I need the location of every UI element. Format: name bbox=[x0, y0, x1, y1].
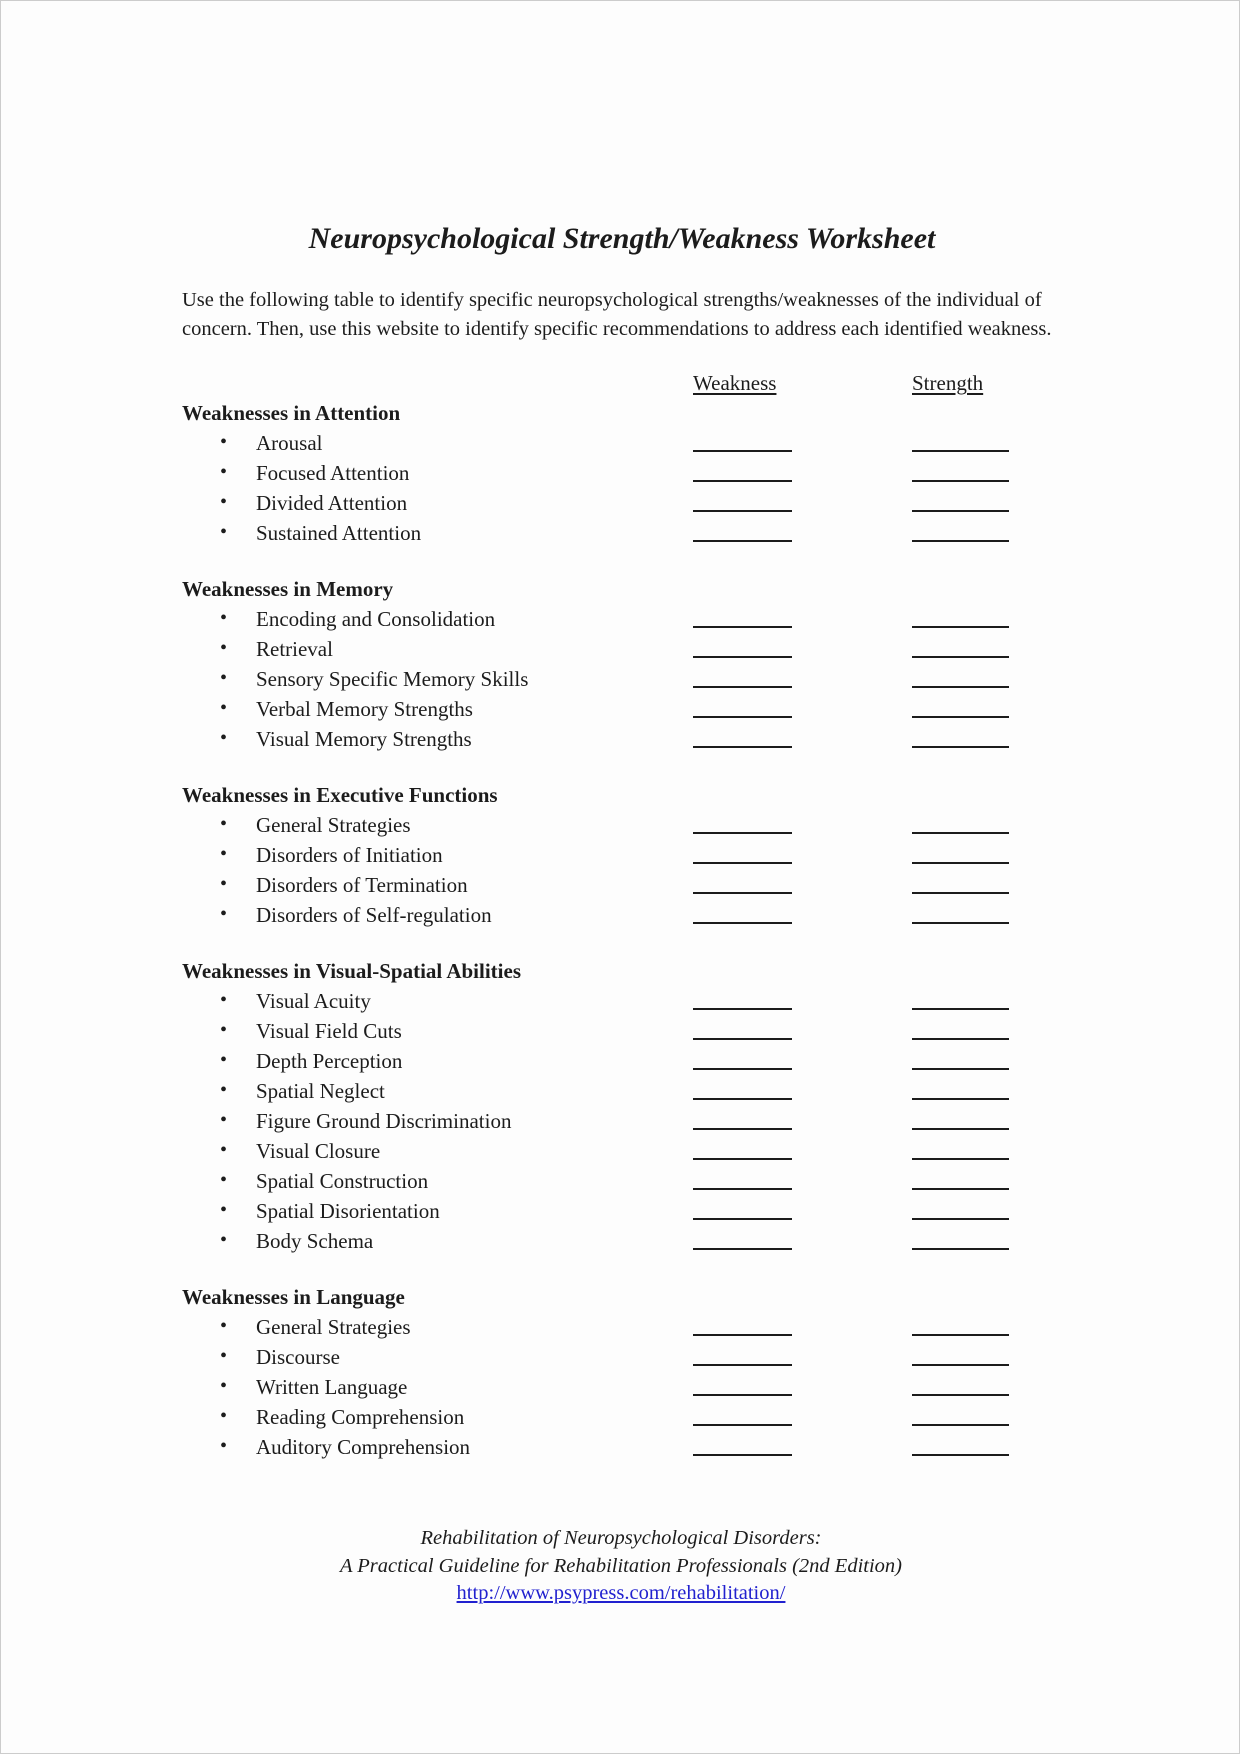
bullet-icon: • bbox=[220, 491, 228, 513]
footer-link-line bbox=[1, 1580, 1240, 1608]
weakness-blank-line bbox=[693, 1076, 792, 1100]
item-label: Encoding and Consolidation bbox=[256, 607, 496, 631]
weakness-blank-line bbox=[693, 1016, 792, 1040]
item-label: General Strategies bbox=[256, 813, 411, 837]
strength-blank-line bbox=[912, 694, 1009, 718]
item-label: Disorders of Termination bbox=[256, 873, 468, 897]
worksheet-row bbox=[182, 694, 1239, 724]
weakness-blank-line bbox=[693, 458, 792, 482]
worksheet-row bbox=[182, 1106, 1239, 1136]
item-label: Spatial Construction bbox=[256, 1169, 429, 1193]
worksheet-row bbox=[182, 724, 1239, 754]
item-label: Figure Ground Discrimination bbox=[256, 1109, 512, 1133]
document-content bbox=[1, 221, 1239, 1462]
item-label: Discourse bbox=[256, 1345, 340, 1369]
bullet-icon: • bbox=[220, 727, 228, 749]
worksheet-section bbox=[182, 398, 1239, 548]
bullet-icon: • bbox=[220, 1169, 228, 1191]
item-label: Arousal bbox=[256, 431, 323, 455]
item-label: Retrieval bbox=[256, 637, 333, 661]
weakness-blank-line bbox=[693, 694, 792, 718]
bullet-icon: • bbox=[220, 1019, 228, 1041]
weakness-blank-line bbox=[693, 1402, 792, 1426]
strength-blank-line bbox=[912, 1016, 1009, 1040]
bullet-icon: • bbox=[220, 873, 228, 895]
worksheet-row bbox=[182, 840, 1239, 870]
item-label: Reading Comprehension bbox=[256, 1405, 465, 1429]
strength-blank-line bbox=[912, 518, 1009, 542]
bullet-icon: • bbox=[220, 1315, 228, 1337]
worksheet-section bbox=[182, 574, 1239, 754]
worksheet-row bbox=[182, 428, 1239, 458]
column-header-strength: Strength bbox=[912, 371, 984, 395]
item-label: General Strategies bbox=[256, 1315, 411, 1339]
strength-blank-line bbox=[912, 604, 1009, 628]
weakness-blank-line bbox=[693, 604, 792, 628]
worksheet-row bbox=[182, 1342, 1239, 1372]
bullet-icon: • bbox=[220, 431, 228, 453]
strength-blank-line bbox=[912, 810, 1009, 834]
page-title: Neuropsychological Strength/Weakness Worksheet bbox=[308, 222, 936, 255]
item-label: Spatial Neglect bbox=[256, 1079, 385, 1103]
weakness-blank-line bbox=[693, 518, 792, 542]
weakness-blank-line bbox=[693, 1432, 792, 1456]
section-heading: Weaknesses in Attention bbox=[182, 401, 401, 425]
bullet-icon: • bbox=[220, 607, 228, 629]
worksheet-row bbox=[182, 1196, 1239, 1226]
item-label: Disorders of Self-regulation bbox=[256, 903, 492, 927]
strength-blank-line bbox=[912, 1372, 1009, 1396]
weakness-blank-line bbox=[693, 1106, 792, 1130]
strength-blank-line bbox=[912, 428, 1009, 452]
intro-paragraph: Use the following table to identify specific neuropsychological strengths/weaknesses of the individual of concern. Then, use this website to identify specific recommendations to address each identified weakness. bbox=[182, 289, 1052, 340]
bullet-icon: • bbox=[220, 903, 228, 925]
section-heading: Weaknesses in Executive Functions bbox=[182, 783, 498, 807]
weakness-blank-line bbox=[693, 1372, 792, 1396]
item-label: Divided Attention bbox=[256, 491, 408, 515]
strength-blank-line bbox=[912, 1226, 1009, 1250]
bullet-icon: • bbox=[220, 1079, 228, 1101]
bullet-icon: • bbox=[220, 461, 228, 483]
worksheet-row bbox=[182, 810, 1239, 840]
bullet-icon: • bbox=[220, 1139, 228, 1161]
weakness-blank-line bbox=[693, 1166, 792, 1190]
weakness-blank-line bbox=[693, 1226, 792, 1250]
weakness-blank-line bbox=[693, 1196, 792, 1220]
weakness-blank-line bbox=[693, 900, 792, 924]
strength-blank-line bbox=[912, 1046, 1009, 1070]
weakness-blank-line bbox=[693, 634, 792, 658]
item-label: Written Language bbox=[256, 1375, 408, 1399]
worksheet-row bbox=[182, 870, 1239, 900]
worksheet-row bbox=[182, 1312, 1239, 1342]
worksheet-row bbox=[182, 1226, 1239, 1256]
worksheet-row bbox=[182, 634, 1239, 664]
bullet-icon: • bbox=[220, 637, 228, 659]
bullet-icon: • bbox=[220, 1229, 228, 1251]
worksheet-row bbox=[182, 1402, 1239, 1432]
strength-blank-line bbox=[912, 840, 1009, 864]
strength-blank-line bbox=[912, 986, 1009, 1010]
section-heading: Weaknesses in Memory bbox=[182, 577, 394, 601]
footer-citation bbox=[1, 1525, 1240, 1608]
weakness-blank-line bbox=[693, 1136, 792, 1160]
bullet-icon: • bbox=[220, 813, 228, 835]
worksheet-section bbox=[182, 956, 1239, 1256]
footer-link[interactable]: http://www.psypress.com/rehabilitation/ bbox=[456, 1582, 786, 1604]
bullet-icon: • bbox=[220, 697, 228, 719]
weakness-blank-line bbox=[693, 986, 792, 1010]
weakness-blank-line bbox=[693, 1342, 792, 1366]
strength-blank-line bbox=[912, 1106, 1009, 1130]
column-header-row bbox=[182, 368, 1239, 398]
weakness-blank-line bbox=[693, 488, 792, 512]
worksheet-row bbox=[182, 986, 1239, 1016]
bullet-icon: • bbox=[220, 1049, 228, 1071]
weakness-blank-line bbox=[693, 1046, 792, 1070]
bullet-icon: • bbox=[220, 1109, 228, 1131]
weakness-blank-line bbox=[693, 840, 792, 864]
footer-citation-line2: A Practical Guideline for Rehabilitation Professionals (2nd Edition) bbox=[340, 1554, 902, 1577]
strength-blank-line bbox=[912, 1342, 1009, 1366]
worksheet-row bbox=[182, 1136, 1239, 1166]
column-header-weakness: Weakness bbox=[693, 371, 777, 395]
item-label: Focused Attention bbox=[256, 461, 410, 485]
weakness-blank-line bbox=[693, 810, 792, 834]
footer-citation-line1: Rehabilitation of Neuropsychological Disorders: bbox=[420, 1527, 822, 1549]
item-label: Sensory Specific Memory Skills bbox=[256, 667, 529, 691]
bullet-icon: • bbox=[220, 843, 228, 865]
section-heading: Weaknesses in Language bbox=[182, 1285, 405, 1309]
strength-blank-line bbox=[912, 1196, 1009, 1220]
strength-blank-line bbox=[912, 1312, 1009, 1336]
bullet-icon: • bbox=[220, 1405, 228, 1427]
worksheet-section bbox=[182, 780, 1239, 930]
strength-blank-line bbox=[912, 870, 1009, 894]
bullet-icon: • bbox=[220, 1435, 228, 1457]
worksheet-body bbox=[182, 398, 1239, 1462]
strength-blank-line bbox=[912, 900, 1009, 924]
strength-blank-line bbox=[912, 634, 1009, 658]
strength-blank-line bbox=[912, 724, 1009, 748]
bullet-icon: • bbox=[220, 1345, 228, 1367]
weakness-blank-line bbox=[693, 428, 792, 452]
item-label: Visual Field Cuts bbox=[256, 1019, 402, 1043]
strength-blank-line bbox=[912, 458, 1009, 482]
strength-blank-line bbox=[912, 1136, 1009, 1160]
worksheet-row bbox=[182, 1372, 1239, 1402]
worksheet-section bbox=[182, 1282, 1239, 1462]
worksheet-row bbox=[182, 1432, 1239, 1462]
strength-blank-line bbox=[912, 664, 1009, 688]
worksheet-row bbox=[182, 1016, 1239, 1046]
item-label: Disorders of Initiation bbox=[256, 843, 443, 867]
weakness-blank-line bbox=[693, 724, 792, 748]
item-label: Visual Acuity bbox=[256, 989, 371, 1013]
worksheet-row bbox=[182, 1076, 1239, 1106]
bullet-icon: • bbox=[220, 989, 228, 1011]
worksheet-row bbox=[182, 664, 1239, 694]
item-label: Visual Closure bbox=[256, 1139, 381, 1163]
item-label: Sustained Attention bbox=[256, 521, 422, 545]
item-label: Depth Perception bbox=[256, 1049, 403, 1073]
bullet-icon: • bbox=[220, 521, 228, 543]
weakness-blank-line bbox=[693, 1312, 792, 1336]
strength-blank-line bbox=[912, 1166, 1009, 1190]
weakness-blank-line bbox=[693, 664, 792, 688]
bullet-icon: • bbox=[220, 1375, 228, 1397]
item-label: Auditory Comprehension bbox=[256, 1435, 471, 1459]
strength-blank-line bbox=[912, 1402, 1009, 1426]
worksheet-row bbox=[182, 604, 1239, 634]
item-label: Visual Memory Strengths bbox=[256, 727, 472, 751]
item-label: Verbal Memory Strengths bbox=[256, 697, 473, 721]
strength-blank-line bbox=[912, 1076, 1009, 1100]
section-heading: Weaknesses in Visual-Spatial Abilities bbox=[182, 959, 521, 983]
worksheet-row bbox=[182, 518, 1239, 548]
item-label: Spatial Disorientation bbox=[256, 1199, 440, 1223]
strength-blank-line bbox=[912, 1432, 1009, 1456]
weakness-blank-line bbox=[693, 870, 792, 894]
worksheet-row bbox=[182, 1166, 1239, 1196]
item-label: Body Schema bbox=[256, 1229, 374, 1253]
worksheet-row bbox=[182, 488, 1239, 518]
bullet-icon: • bbox=[220, 1199, 228, 1221]
bullet-icon: • bbox=[220, 667, 228, 689]
worksheet-row bbox=[182, 900, 1239, 930]
worksheet-row bbox=[182, 1046, 1239, 1076]
worksheet-row bbox=[182, 458, 1239, 488]
strength-blank-line bbox=[912, 488, 1009, 512]
